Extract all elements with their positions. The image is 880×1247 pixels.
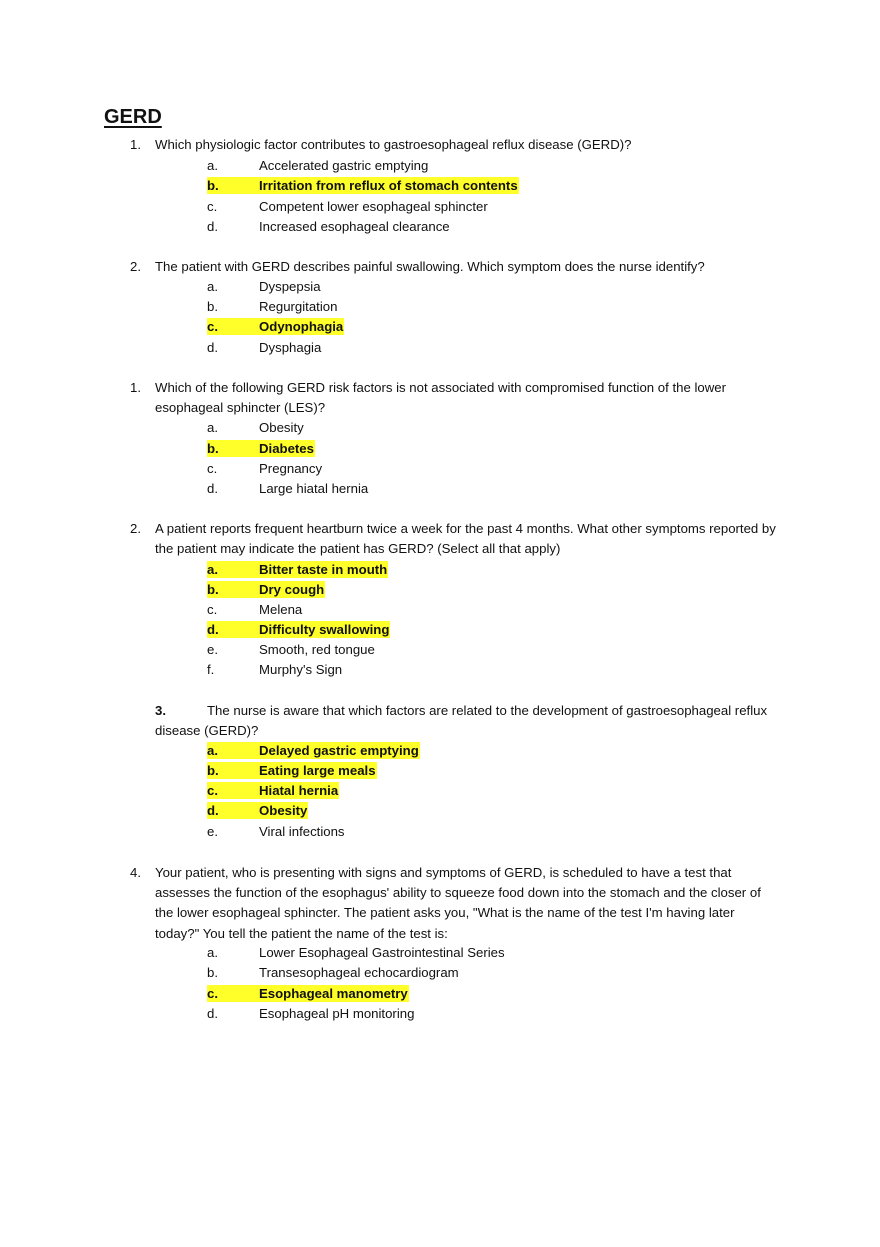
option-text: Diabetes <box>259 441 314 456</box>
option-letter: b. <box>207 299 218 314</box>
answer-option-highlighted <box>207 581 325 598</box>
option-letter: c. <box>207 461 218 476</box>
option-text: Accelerated gastric emptying <box>259 158 429 173</box>
option-text: Difficulty swallowing <box>259 622 390 637</box>
answer-option-highlighted <box>207 177 519 194</box>
option-letter: c. <box>207 602 218 617</box>
option-letter: a. <box>207 945 218 960</box>
option-text: Dry cough <box>259 582 325 597</box>
question-number: 3. <box>155 703 166 718</box>
question-6 <box>130 863 780 944</box>
question-text: A patient reports frequent heartburn twice a week for the past 4 months. What other symptoms reported by the patient may indicate the patient has GERD? (Select all that apply) <box>155 521 776 557</box>
option-letter: a. <box>207 562 218 577</box>
option-letter: a. <box>207 279 218 294</box>
option-letter: d. <box>207 219 218 234</box>
question-number: 4. <box>130 865 141 880</box>
question-4 <box>130 519 780 559</box>
question-2 <box>130 257 780 277</box>
option-letter: d. <box>207 1006 218 1021</box>
option-letter: a. <box>207 420 218 435</box>
option-text: Irritation from reflux of stomach contents <box>259 178 518 193</box>
option-letter: d. <box>207 481 218 496</box>
option-letter: e. <box>207 642 218 657</box>
option-text: Smooth, red tongue <box>259 642 375 657</box>
question-5 <box>155 701 780 741</box>
question-number: 2. <box>130 521 141 536</box>
answer-option-highlighted <box>207 985 409 1002</box>
option-text: Eating large meals <box>259 763 376 778</box>
option-text: Melena <box>259 602 303 617</box>
question-text: The nurse is aware that which factors are related to the development of gastroesophageal reflux disease (GERD)? <box>155 703 768 739</box>
option-text: Large hiatal hernia <box>259 481 369 496</box>
option-text: Esophageal manometry <box>259 986 408 1001</box>
option-letter: b. <box>207 763 219 778</box>
option-letter: c. <box>207 199 218 214</box>
answer-option-highlighted <box>207 762 377 779</box>
option-letter: b. <box>207 582 219 597</box>
option-text: Odynophagia <box>259 319 344 334</box>
option-letter: a. <box>207 158 218 173</box>
option-text: Obesity <box>259 420 304 435</box>
answer-option-highlighted <box>207 742 420 759</box>
answer-option-highlighted <box>207 802 308 819</box>
option-text: Obesity <box>259 803 308 818</box>
question-text: The patient with GERD describes painful swallowing. Which symptom does the nurse identify? <box>155 259 705 274</box>
option-letter: d. <box>207 803 219 818</box>
option-text: Bitter taste in mouth <box>259 562 388 577</box>
answer-option-highlighted <box>207 782 339 799</box>
option-letter: f. <box>207 662 215 677</box>
answer-option-highlighted <box>207 561 388 578</box>
question-text: Your patient, who is presenting with signs and symptoms of GERD, is scheduled to have a test that assesses the function of the esophagus' ability to squeeze food down into the stomach and the closer of the lower esophageal sphincter. The patient asks you, "What is the name of the test I'm having later today?" You tell the patient the name of the test is: <box>155 865 761 941</box>
option-letter: d. <box>207 622 219 637</box>
question-1 <box>130 135 780 155</box>
answer-option-highlighted <box>207 440 315 457</box>
option-text: Murphy's Sign <box>259 662 343 677</box>
option-letter: d. <box>207 340 218 355</box>
answer-option-highlighted <box>207 621 390 638</box>
option-letter: b. <box>207 178 219 193</box>
option-letter: b. <box>207 441 219 456</box>
question-text: Which physiologic factor contributes to gastroesophageal reflux disease (GERD)? <box>155 137 632 152</box>
option-text: Increased esophageal clearance <box>259 219 450 234</box>
option-letter: c. <box>207 319 218 334</box>
option-text: Regurgitation <box>259 299 338 314</box>
option-text: Dysphagia <box>259 340 322 355</box>
option-text: Transesophageal echocardiogram <box>259 965 459 980</box>
option-letter: c. <box>207 986 218 1001</box>
option-text: Viral infections <box>259 824 345 839</box>
option-letter: c. <box>207 783 218 798</box>
option-text: Delayed gastric emptying <box>259 743 419 758</box>
option-text: Pregnancy <box>259 461 323 476</box>
option-text: Esophageal pH monitoring <box>259 1006 415 1021</box>
question-3 <box>130 378 780 418</box>
option-text: Lower Esophageal Gastrointestinal Series <box>259 945 505 960</box>
question-number: 1. <box>130 380 141 395</box>
page-title: GERD <box>104 106 162 128</box>
answer-option-highlighted <box>207 318 344 335</box>
question-number: 1. <box>130 137 141 152</box>
option-text: Competent lower esophageal sphincter <box>259 199 488 214</box>
option-letter: b. <box>207 965 218 980</box>
question-number: 2. <box>130 259 141 274</box>
question-text: Which of the following GERD risk factors is not associated with compromised function of the lower esophageal sphincter (LES)? <box>155 380 726 416</box>
option-letter: e. <box>207 824 218 839</box>
option-letter: a. <box>207 743 218 758</box>
option-text: Hiatal hernia <box>259 783 339 798</box>
option-text: Dyspepsia <box>259 279 321 294</box>
